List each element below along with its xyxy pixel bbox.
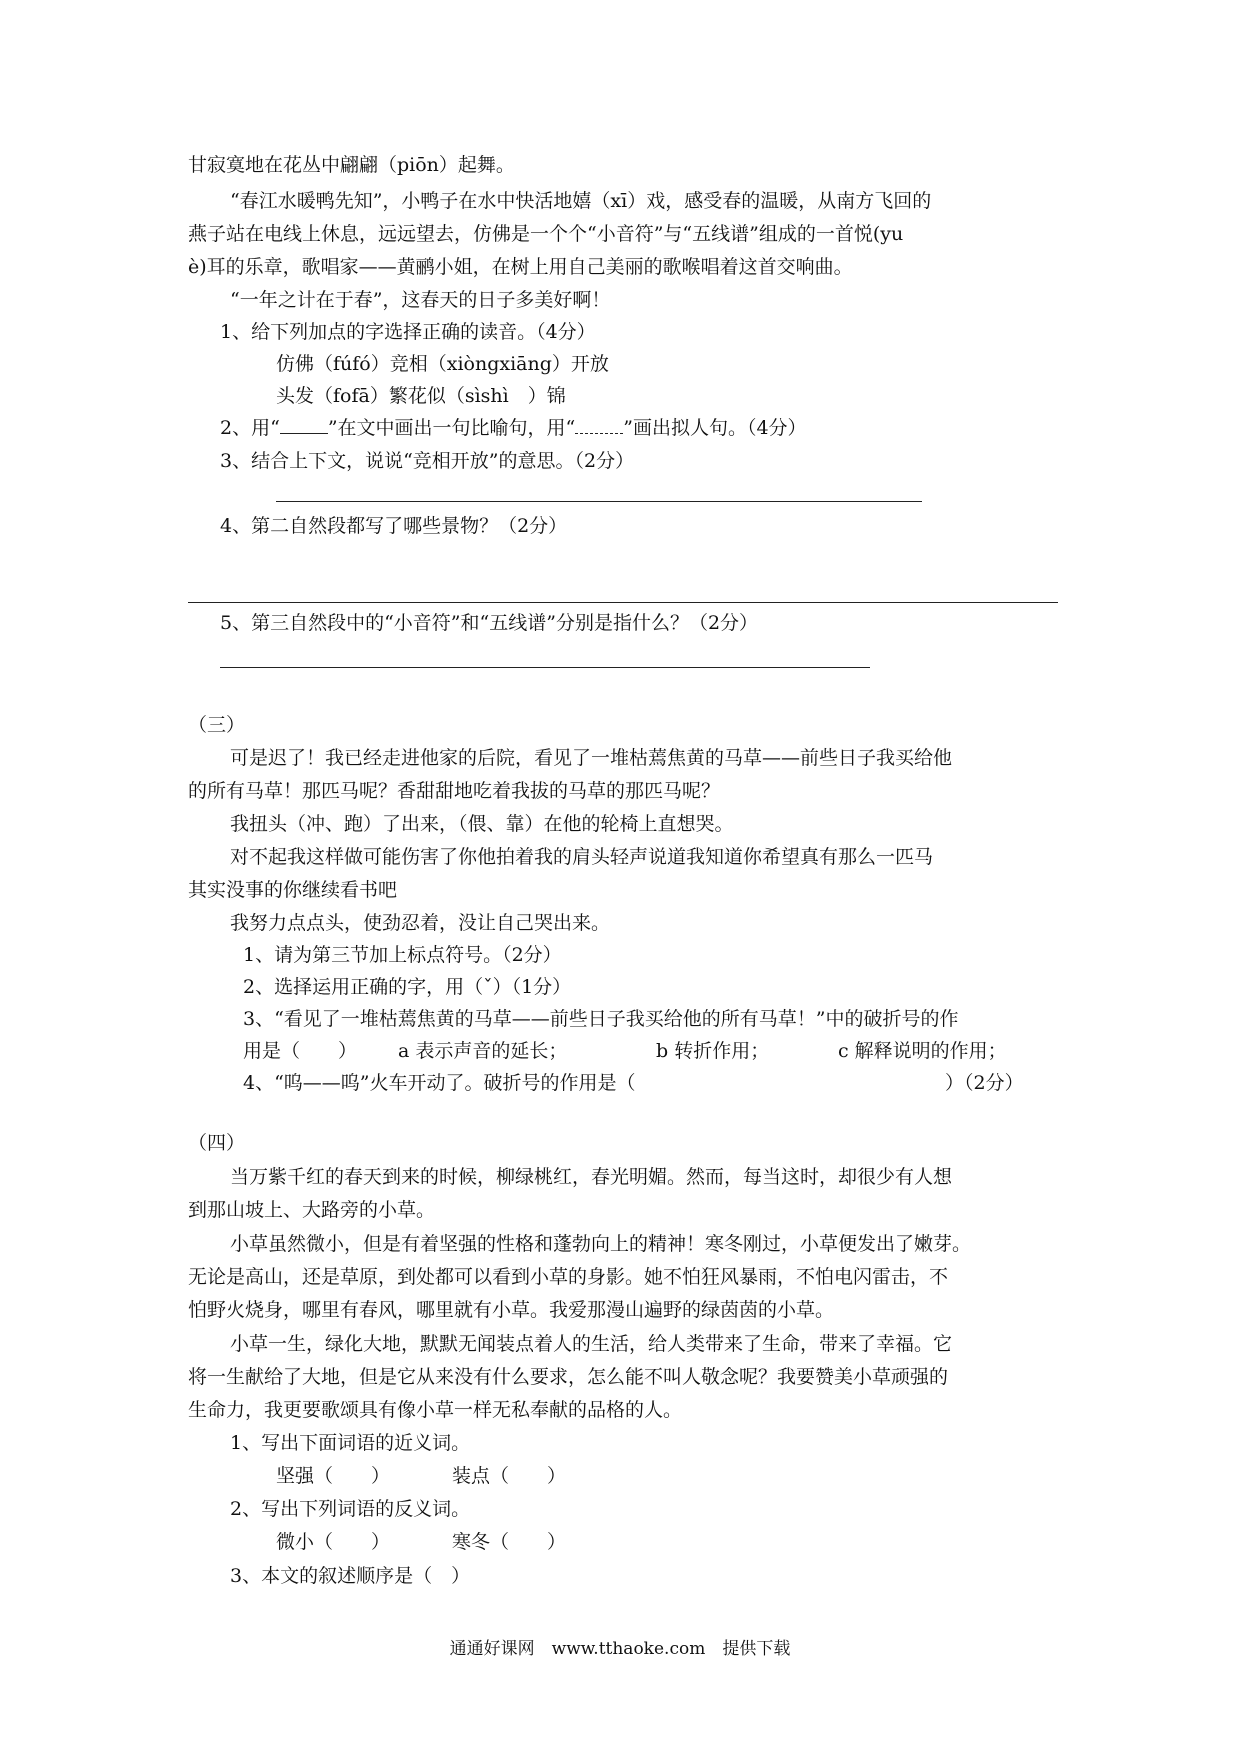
question-2 <box>220 413 807 443</box>
question-5: 5、第三自然段中的“小音符”和“五线谱”分别是指什么？（2分） <box>220 612 759 634</box>
paragraph-text: 生命力，我更要歌颂具有像小草一样无私奉献的品格的人。 <box>188 1399 683 1421</box>
question-text: 2、用“ <box>220 417 280 439</box>
answer-line[interactable] <box>276 501 922 502</box>
question-1: 1、给下列加点的字选择正确的读音。（4分） <box>220 321 596 343</box>
option-c: c 解释说明的作用； <box>838 1040 1007 1062</box>
question-3: 3、本文的叙述顺序是（ ） <box>230 1565 471 1587</box>
paragraph-text: 燕子站在电线上休息，远远望去，仿佛是一个个“小音符”与“五线谱”组成的一首悦(yu <box>188 223 904 245</box>
paragraph-text: 的所有马草！那匹马呢？香甜甜地吃着我拔的马草的那匹马呢？ <box>188 780 721 802</box>
paragraph-text: 可是迟了！我已经走进他家的后院，看见了一堆枯蔫焦黄的马草——前些日子我买给他 <box>230 747 953 769</box>
paragraph-text: 其实没事的你继续看书吧 <box>188 879 398 901</box>
paragraph-text: 无论是高山，还是草原，到处都可以看到小草的身影。她不怕狂风暴雨，不怕电闪雷击，不 <box>188 1266 949 1288</box>
question-3: 3、“看见了一堆枯蔫焦黄的马草——前些日子我买给他的所有马草！”中的破折号的作 <box>243 1008 959 1030</box>
synonym-blank[interactable]: 坚强（ ） <box>276 1465 391 1487</box>
paragraph-text: “一年之计在于春”，这春天的日子多美好啊！ <box>230 289 611 311</box>
paragraph-text: 怕野火烧身，哪里有春风，哪里就有小草。我爱那漫山遍野的绿茵茵的小草。 <box>188 1299 835 1321</box>
question-3: 3、结合上下文，说说“竞相开放”的意思。（2分） <box>220 450 635 472</box>
paragraph-text: 我扭头（冲、跑）了出来，（偎、靠）在他的轮椅上直想哭。 <box>230 813 734 835</box>
option-a: a 表示声音的延长； <box>398 1040 568 1062</box>
section-heading: （三） <box>188 714 246 736</box>
question-4: 4、第二自然段都写了哪些景物？（2分） <box>220 515 568 537</box>
section-heading: （四） <box>188 1132 246 1154</box>
paragraph-text: è)耳的乐章，歌唱家——黄鹂小姐，在树上用自己美丽的歌喉唱着这首交响曲。 <box>188 256 853 278</box>
question-4: 4、“呜——呜”火车开动了。破折号的作用是（ <box>243 1072 636 1094</box>
wavy-underline-mark <box>575 419 623 434</box>
page-footer: 通通好课网 www.tthaoke.com 提供下载 <box>449 1639 791 1659</box>
paragraph-text: 到那山坡上、大路旁的小草。 <box>188 1199 436 1221</box>
question-2: 2、选择运用正确的字，用（ˇ）（1分） <box>243 976 572 998</box>
question-1: 1、请为第三节加上标点符号。（2分） <box>243 944 562 966</box>
synonym-blank[interactable]: 装点（ ） <box>452 1465 567 1487</box>
answer-line[interactable] <box>188 602 1058 603</box>
antonym-blank[interactable]: 寒冬（ ） <box>452 1531 567 1553</box>
straight-underline-mark <box>280 419 328 434</box>
pinyin-choice-row: 头发（fofā）繁花似（sìshì ）锦 <box>276 385 566 407</box>
question-2: 2、写出下列词语的反义词。 <box>230 1498 471 1520</box>
question-text: ”画出拟人句。（4分） <box>623 417 807 439</box>
pinyin-choice-row: 仿佛（fúfó）竞相（xiòngxiāng）开放 <box>276 353 609 375</box>
answer-bracket[interactable]: 用是（ ） <box>243 1040 358 1062</box>
paragraph-text: 我努力点点头，使劲忍着，没让自己哭出来。 <box>230 912 611 934</box>
question-text: ”在文中画出一句比喻句，用“ <box>327 417 576 439</box>
paragraph-text: 将一生献给了大地，但是它从来没有什么要求，怎么能不叫人敬念呢？我要赞美小草顽强的 <box>188 1366 949 1388</box>
question-1: 1、写出下面词语的近义词。 <box>230 1432 471 1454</box>
paragraph-text: 对不起我这样做可能伤害了你他拍着我的肩头轻声说道我知道你希望真有那么一匹马 <box>230 846 934 868</box>
question-4-score: ）（2分） <box>945 1072 1024 1094</box>
answer-line[interactable] <box>220 667 870 668</box>
paragraph-text: 小草一生，绿化大地，默默无闻装点着人的生活，给人类带来了生命，带来了幸福。它 <box>230 1333 953 1355</box>
paragraph-text: 甘寂寞地在花丛中翩翩（piōn）起舞。 <box>188 154 515 176</box>
paragraph-text: 当万紫千红的春天到来的时候，柳绿桃红，春光明媚。然而，每当这时，却很少有人想 <box>230 1166 953 1188</box>
question-3-options <box>243 1036 357 1066</box>
paragraph-text: “春江水暖鸭先知”，小鸭子在水中快活地嬉（xī）戏，感受春的温暖，从南方飞回的 <box>230 190 932 212</box>
option-b: b 转折作用； <box>656 1040 770 1062</box>
paragraph-text: 小草虽然微小，但是有着坚强的性格和蓬勃向上的精神！寒冬刚过，小草便发出了嫩芽。 <box>230 1233 972 1255</box>
antonym-blank[interactable]: 微小（ ） <box>276 1531 391 1553</box>
